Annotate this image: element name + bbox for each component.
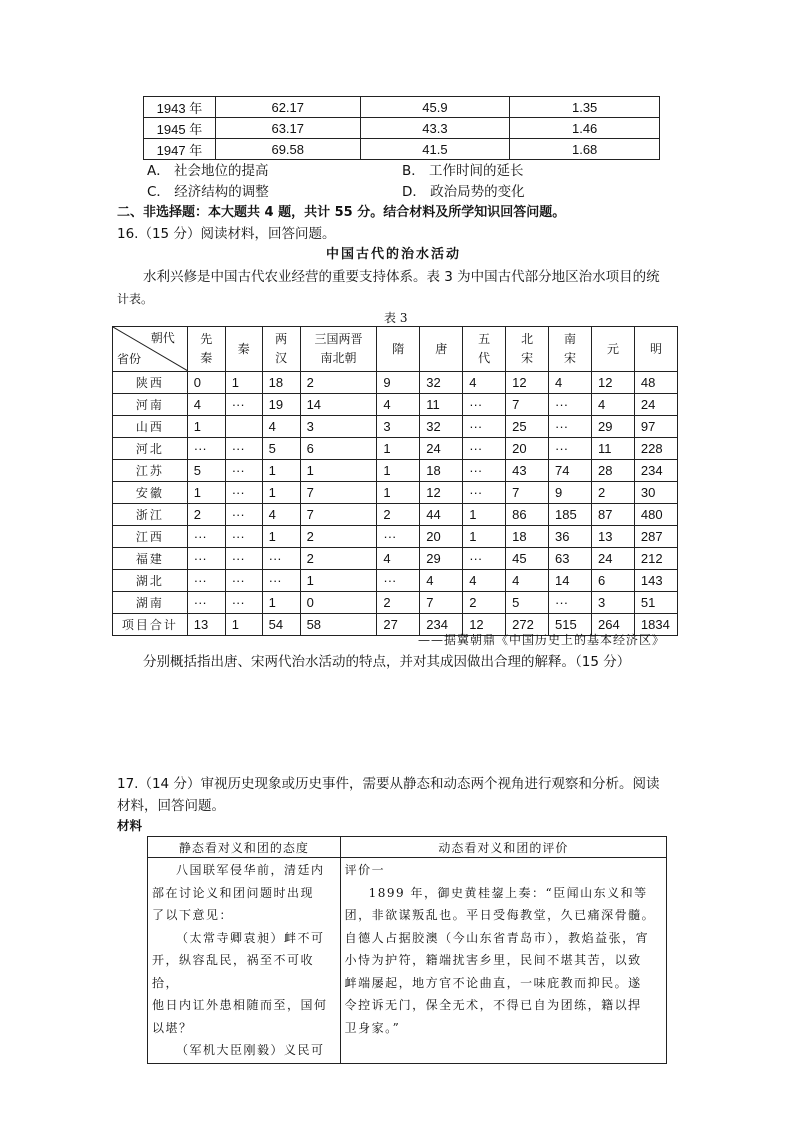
value-cell: 2 bbox=[300, 548, 377, 570]
header-xianqin: 先 秦 bbox=[187, 327, 225, 372]
value-cell: 18 bbox=[506, 526, 549, 548]
header-sanguo: 三国两晋 南北朝 bbox=[300, 327, 377, 372]
province-cell: 河北 bbox=[113, 438, 188, 460]
value-cell: 1 bbox=[300, 460, 377, 482]
value-cell: 12 bbox=[506, 372, 549, 394]
value-cell: 87 bbox=[591, 504, 634, 526]
value-cell: 1 bbox=[463, 526, 506, 548]
province-cell: 浙江 bbox=[113, 504, 188, 526]
text-line: 团，非欲谋叛乱也。平日受侮教堂，久已痛深骨髓。 bbox=[344, 908, 656, 922]
header-sui: 隋 bbox=[377, 327, 420, 372]
table-row bbox=[148, 858, 667, 1064]
value-cell: 4 bbox=[591, 394, 634, 416]
value-cell: 20 bbox=[420, 526, 463, 548]
value-cell: ··· bbox=[262, 570, 300, 592]
province-cell: 江苏 bbox=[113, 460, 188, 482]
value-cell: 28 bbox=[591, 460, 634, 482]
value-cell: ··· bbox=[463, 394, 506, 416]
value-cell: 14 bbox=[300, 394, 377, 416]
table-row bbox=[113, 482, 678, 504]
table-header-row bbox=[148, 837, 667, 858]
value-cell: 36 bbox=[549, 526, 592, 548]
value-cell: 1 bbox=[377, 482, 420, 504]
header-static-view: 静态看对义和团的态度 bbox=[148, 837, 341, 858]
value-cell: 6 bbox=[300, 438, 377, 460]
table-row bbox=[113, 504, 678, 526]
text-line: 他日内讧外患相随而至，国何 bbox=[152, 998, 328, 1012]
value-cell: ··· bbox=[463, 438, 506, 460]
value-cell: 11 bbox=[420, 394, 463, 416]
value-cell: ··· bbox=[225, 394, 262, 416]
value-cell: ··· bbox=[225, 482, 262, 504]
value-cell: 45.9 bbox=[360, 97, 510, 118]
value-cell: ··· bbox=[549, 394, 592, 416]
option-c: C． 经济结构的调整 bbox=[147, 184, 269, 200]
value-cell: 6 bbox=[591, 570, 634, 592]
province-cell: 山西 bbox=[113, 416, 188, 438]
q16-paragraph-line2: 计表。 bbox=[117, 292, 154, 306]
value-cell: 9 bbox=[549, 482, 592, 504]
table-row bbox=[144, 139, 660, 160]
value-cell: 1 bbox=[377, 460, 420, 482]
text-line: 卫身家。” bbox=[344, 1020, 401, 1035]
option-b: B． 工作时间的延长 bbox=[402, 163, 524, 179]
value-cell: 7 bbox=[300, 504, 377, 526]
value-cell: 12 bbox=[463, 614, 506, 636]
value-cell: ··· bbox=[225, 460, 262, 482]
value-cell: 1 bbox=[225, 372, 262, 394]
value-cell: 27 bbox=[377, 614, 420, 636]
value-cell: 4 bbox=[463, 372, 506, 394]
year-cell: 1943 年 bbox=[144, 97, 216, 118]
value-cell: 43 bbox=[506, 460, 549, 482]
year-cell: 1947 年 bbox=[144, 139, 216, 160]
q16-title: 中国古代的治水活动 bbox=[326, 247, 462, 262]
value-cell: 13 bbox=[591, 526, 634, 548]
value-cell: 2 bbox=[463, 592, 506, 614]
value-cell: 9 bbox=[377, 372, 420, 394]
value-cell: ··· bbox=[187, 438, 225, 460]
value-cell: 48 bbox=[634, 372, 677, 394]
table-row bbox=[113, 372, 678, 394]
value-cell: ··· bbox=[377, 570, 420, 592]
value-cell: 5 bbox=[262, 438, 300, 460]
value-cell: 30 bbox=[634, 482, 677, 504]
table-row bbox=[113, 526, 678, 548]
section-heading: 二、非选择题：本大题共 4 题，共计 55 分。结合材料及所学知识回答问题。 bbox=[117, 205, 566, 220]
value-cell: ··· bbox=[225, 504, 262, 526]
header-beisong: 北 宋 bbox=[506, 327, 549, 372]
option-d: D． 政治局势的变化 bbox=[402, 184, 525, 200]
value-cell: ··· bbox=[463, 482, 506, 504]
value-cell: 1 bbox=[187, 482, 225, 504]
value-cell: 1 bbox=[225, 614, 262, 636]
value-cell: 5 bbox=[187, 460, 225, 482]
value-cell: 234 bbox=[634, 460, 677, 482]
static-view-cell bbox=[148, 858, 341, 1064]
text-line: （太常寺卿袁昶）衅不可 bbox=[176, 930, 325, 945]
value-cell: 7 bbox=[506, 394, 549, 416]
table-row bbox=[113, 592, 678, 614]
text-line: 令控诉无门，保全无术，不得已自为团练，籍以捍 bbox=[344, 998, 642, 1012]
material-table bbox=[147, 836, 667, 1064]
value-cell: ··· bbox=[225, 526, 262, 548]
value-cell: ··· bbox=[225, 592, 262, 614]
value-cell: 62.17 bbox=[215, 97, 360, 118]
value-cell: 4 bbox=[463, 570, 506, 592]
value-cell: 58 bbox=[300, 614, 377, 636]
value-cell: 7 bbox=[506, 482, 549, 504]
value-cell: 12 bbox=[420, 482, 463, 504]
text-line: 部在讨论义和团问题时出现 bbox=[152, 885, 315, 900]
text-line: 衅端屡起，地方官不论曲直，一味庇教而抑民。遂 bbox=[344, 975, 642, 990]
value-cell: 3 bbox=[591, 592, 634, 614]
value-cell: 97 bbox=[634, 416, 677, 438]
value-cell: ··· bbox=[463, 548, 506, 570]
text-line: 以堪？ bbox=[152, 1020, 193, 1035]
value-cell: 1 bbox=[262, 460, 300, 482]
header-ming: 明 bbox=[634, 327, 677, 372]
text-line: （军机大臣刚毅）义民可 bbox=[176, 1043, 325, 1057]
value-cell: 1.46 bbox=[510, 118, 660, 139]
value-cell: 143 bbox=[634, 570, 677, 592]
text-line: 自德人占据胶澳（今山东省青岛市），教焰益张，宵 bbox=[344, 930, 650, 945]
value-cell: 3 bbox=[300, 416, 377, 438]
q17-intro-line1: 17.（14 分）审视历史现象或历史事件，需要从静态和动态两个视角进行观察和分析。阅读 bbox=[117, 776, 660, 792]
value-cell bbox=[225, 416, 262, 438]
value-cell: 25 bbox=[506, 416, 549, 438]
table-row bbox=[113, 548, 678, 570]
header-nansong: 南 宋 bbox=[549, 327, 592, 372]
header-dynamic-view: 动态看对义和团的评价 bbox=[340, 837, 666, 858]
value-cell: 41.5 bbox=[360, 139, 510, 160]
q16-intro: 16.（15 分）阅读材料，回答问题。 bbox=[117, 226, 336, 242]
table-row bbox=[144, 97, 660, 118]
header-province-label: 省份 bbox=[117, 352, 142, 366]
value-cell: 515 bbox=[549, 614, 592, 636]
value-cell: 19 bbox=[262, 394, 300, 416]
value-cell: 4 bbox=[262, 416, 300, 438]
value-cell: ··· bbox=[262, 548, 300, 570]
value-cell: 4 bbox=[549, 372, 592, 394]
value-cell: ··· bbox=[225, 548, 262, 570]
value-cell: 18 bbox=[262, 372, 300, 394]
value-cell: ··· bbox=[377, 526, 420, 548]
value-cell: 4 bbox=[377, 394, 420, 416]
value-cell: 2 bbox=[300, 372, 377, 394]
value-cell: 2 bbox=[591, 482, 634, 504]
value-cell: 0 bbox=[187, 372, 225, 394]
text-line: 1899 年，御史黄桂鋆上奏：“臣闻山东义和等 bbox=[368, 885, 648, 900]
value-cell: 234 bbox=[420, 614, 463, 636]
value-cell: 0 bbox=[300, 592, 377, 614]
header-dynasty-label: 朝代 bbox=[150, 331, 175, 345]
value-cell: 24 bbox=[420, 438, 463, 460]
text-line: 开，纵容乱民，祸至不可收拾， bbox=[152, 953, 315, 990]
value-cell: ··· bbox=[463, 416, 506, 438]
value-cell: 24 bbox=[634, 394, 677, 416]
value-cell: ··· bbox=[225, 438, 262, 460]
text-line: 八国联军侵华前，清廷内 bbox=[176, 863, 325, 877]
table-row bbox=[113, 570, 678, 592]
value-cell: 3 bbox=[377, 416, 420, 438]
value-cell: 4 bbox=[187, 394, 225, 416]
value-cell: 63.17 bbox=[215, 118, 360, 139]
province-cell: 安徽 bbox=[113, 482, 188, 504]
value-cell: 63 bbox=[549, 548, 592, 570]
header-wudai: 五 代 bbox=[463, 327, 506, 372]
value-cell: 2 bbox=[300, 526, 377, 548]
value-cell: 1834 bbox=[634, 614, 677, 636]
value-cell: 54 bbox=[262, 614, 300, 636]
value-cell: 1 bbox=[300, 570, 377, 592]
value-cell: 1 bbox=[262, 482, 300, 504]
value-cell: 212 bbox=[634, 548, 677, 570]
header-tang: 唐 bbox=[420, 327, 463, 372]
province-cell: 湖南 bbox=[113, 592, 188, 614]
header-corner bbox=[113, 327, 188, 372]
value-cell: 4 bbox=[506, 570, 549, 592]
value-cell: 29 bbox=[591, 416, 634, 438]
value-cell: 86 bbox=[506, 504, 549, 526]
province-cell: 项目合计 bbox=[113, 614, 188, 636]
value-cell: 12 bbox=[591, 372, 634, 394]
value-cell: 44 bbox=[420, 504, 463, 526]
value-cell: ··· bbox=[187, 570, 225, 592]
value-cell: 5 bbox=[506, 592, 549, 614]
dynamic-view-cell bbox=[340, 858, 666, 1064]
value-cell: 32 bbox=[420, 372, 463, 394]
text-line: 了以下意见： bbox=[152, 908, 234, 922]
value-cell: 287 bbox=[634, 526, 677, 548]
value-cell: 51 bbox=[634, 592, 677, 614]
value-cell: 14 bbox=[549, 570, 592, 592]
table-row bbox=[113, 416, 678, 438]
value-cell: 18 bbox=[420, 460, 463, 482]
value-cell: 32 bbox=[420, 416, 463, 438]
statistics-table-continuation bbox=[143, 96, 660, 160]
value-cell: 1 bbox=[262, 592, 300, 614]
value-cell: 1.68 bbox=[510, 139, 660, 160]
value-cell: 11 bbox=[591, 438, 634, 460]
value-cell: 272 bbox=[506, 614, 549, 636]
table-row bbox=[113, 394, 678, 416]
value-cell: 7 bbox=[300, 482, 377, 504]
value-cell: 480 bbox=[634, 504, 677, 526]
evaluation-label: 评价一 bbox=[344, 863, 386, 877]
header-yuan: 元 bbox=[591, 327, 634, 372]
q17-intro-line2: 材料，回答问题。 bbox=[117, 798, 225, 814]
table-source: ——据冀朝鼎《中国历史上的基本经济区》 bbox=[418, 633, 666, 647]
water-projects-table bbox=[112, 326, 678, 636]
value-cell: ··· bbox=[187, 548, 225, 570]
option-a: A． 社会地位的提高 bbox=[147, 163, 269, 179]
header-qin: 秦 bbox=[225, 327, 262, 372]
value-cell: 185 bbox=[549, 504, 592, 526]
value-cell: ··· bbox=[549, 416, 592, 438]
province-cell: 福建 bbox=[113, 548, 188, 570]
q16-paragraph-line1: 水利兴修是中国古代农业经营的重要支持体系。表 3 为中国古代部分地区治水项目的统 bbox=[143, 269, 660, 285]
value-cell: 29 bbox=[420, 548, 463, 570]
value-cell: 2 bbox=[377, 504, 420, 526]
table-caption: 表 3 bbox=[384, 311, 408, 325]
value-cell: 4 bbox=[262, 504, 300, 526]
province-cell: 湖北 bbox=[113, 570, 188, 592]
value-cell: 74 bbox=[549, 460, 592, 482]
value-cell: 1 bbox=[262, 526, 300, 548]
value-cell: 43.3 bbox=[360, 118, 510, 139]
value-cell: 2 bbox=[187, 504, 225, 526]
table-row bbox=[113, 438, 678, 460]
table-row bbox=[144, 118, 660, 139]
value-cell: ··· bbox=[463, 460, 506, 482]
province-cell: 陕西 bbox=[113, 372, 188, 394]
table-row bbox=[113, 460, 678, 482]
value-cell: 13 bbox=[187, 614, 225, 636]
text-line: 小恃为护符，籍端扰害乡里，民间不堪其苦，以致 bbox=[344, 953, 642, 967]
value-cell: ··· bbox=[549, 592, 592, 614]
value-cell: 264 bbox=[591, 614, 634, 636]
value-cell: 228 bbox=[634, 438, 677, 460]
value-cell: 1 bbox=[187, 416, 225, 438]
value-cell: 24 bbox=[591, 548, 634, 570]
header-lianghan: 两 汉 bbox=[262, 327, 300, 372]
value-cell: 1.35 bbox=[510, 97, 660, 118]
value-cell: 2 bbox=[377, 592, 420, 614]
value-cell: ··· bbox=[187, 592, 225, 614]
value-cell: ··· bbox=[225, 570, 262, 592]
province-cell: 河南 bbox=[113, 394, 188, 416]
table-header-row bbox=[113, 327, 678, 372]
value-cell: 1 bbox=[463, 504, 506, 526]
year-cell: 1945 年 bbox=[144, 118, 216, 139]
value-cell: ··· bbox=[549, 438, 592, 460]
value-cell: 4 bbox=[377, 548, 420, 570]
value-cell: 1 bbox=[377, 438, 420, 460]
value-cell: 7 bbox=[420, 592, 463, 614]
q16-question: 分别概括指出唐、宋两代治水活动的特点，并对其成因做出合理的解释。（15 分） bbox=[143, 654, 631, 670]
material-label: 材料 bbox=[117, 818, 143, 833]
value-cell: ··· bbox=[187, 526, 225, 548]
value-cell: 20 bbox=[506, 438, 549, 460]
value-cell: 4 bbox=[420, 570, 463, 592]
value-cell: 45 bbox=[506, 548, 549, 570]
province-cell: 江西 bbox=[113, 526, 188, 548]
value-cell: 69.58 bbox=[215, 139, 360, 160]
